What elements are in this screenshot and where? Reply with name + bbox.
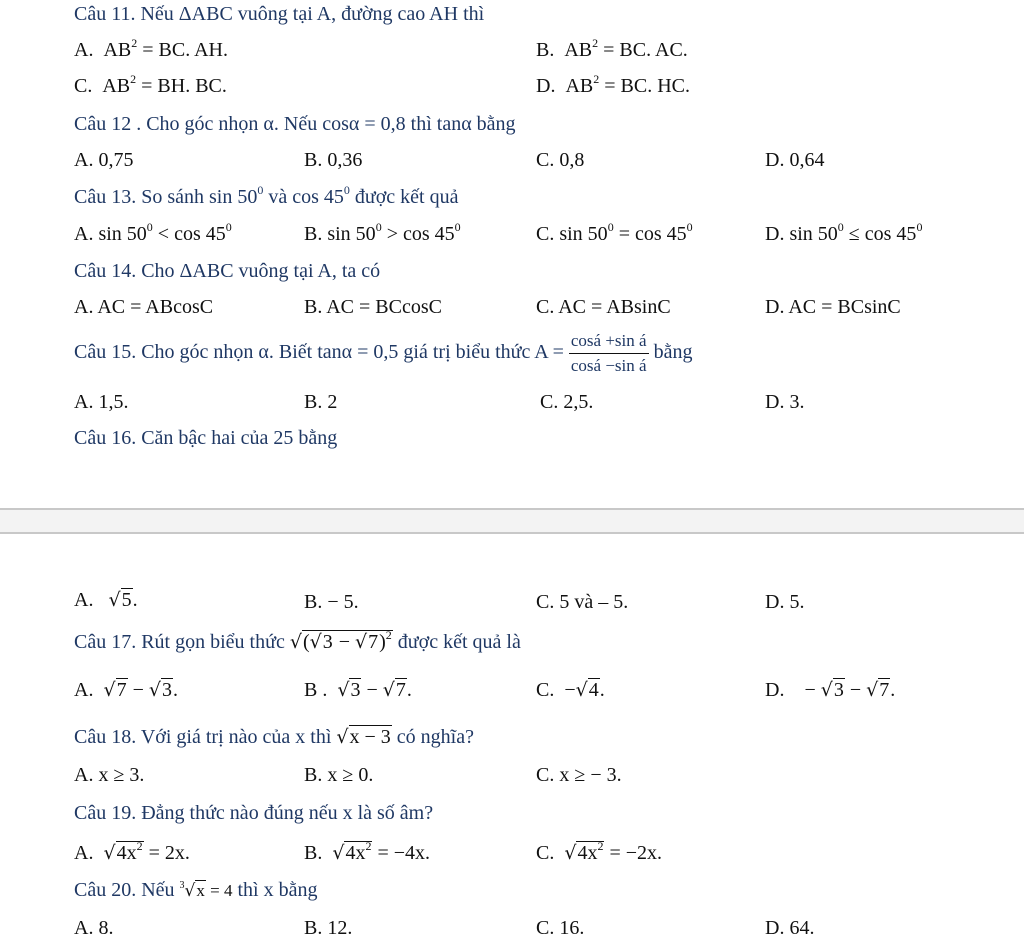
q20-option-b: B. 12. xyxy=(304,917,353,939)
q20-option-c: C. 16. xyxy=(536,917,585,939)
q11-option-a: A. $AB^2$ = BC. AH. xyxy=(74,36,228,61)
q14-option-b: B. AC = BCcosC xyxy=(304,296,442,318)
q19-option-b: B. $√4x^2 = -4x$. xyxy=(304,839,431,864)
q15-option-b: B. 2 xyxy=(304,391,338,413)
q20-stem: Câu 20. Nếu $^3$√x = 4 thì x bằng xyxy=(74,879,318,901)
q16-option-d: D. 5. xyxy=(765,591,805,613)
page-divider-bottom xyxy=(0,532,1024,534)
q15-option-c: C. 2,5. xyxy=(540,391,594,413)
q14-option-c: C. AC = ABsinC xyxy=(536,296,671,318)
q18-stem: Câu 18. Với giá trị nào của x thì √x − 3 có nghĩa? xyxy=(74,726,474,748)
q16-stem: Câu 16. Căn bậc hai của 25 bằng xyxy=(74,427,338,449)
q13-option-a: A. $\sin 50^0 < \cos 45^0$ xyxy=(74,220,232,245)
q18-option-c: C. x ≥ − 3. xyxy=(536,764,622,786)
q17-option-d: D. − √3 − √7. xyxy=(765,679,896,701)
q12-option-a: A. 0,75 xyxy=(74,149,134,171)
q19-option-a: A. $√4x^2 = 2x$. xyxy=(74,839,190,864)
q12-option-b: B. 0,36 xyxy=(304,149,363,171)
q11-stem: Câu 11. Nếu ΔABC vuông tại A, đường cao AH thì xyxy=(74,3,485,25)
q17-option-b: B . √3 − √7. xyxy=(304,679,412,701)
q15-option-a: A. 1,5. xyxy=(74,391,129,413)
q18-option-b: B. x ≥ 0. xyxy=(304,764,374,786)
q19-option-c: C. $√4x^2 = -2x$. xyxy=(536,839,663,864)
q11-option-b: B. $AB^2$ = BC. AC. xyxy=(536,36,688,61)
q19-stem: Câu 19. Đẳng thức nào đúng nếu x là số âm? xyxy=(74,802,434,824)
q16-option-c: C. 5 và – 5. xyxy=(536,591,629,613)
q15-stem: Câu 15. Cho góc nhọn α. Biết tanα = 0,5 giá trị biểu thức A = $\frac{\text{cosá +sin á}}{\text{cosá −sin á}}$ bằng xyxy=(74,331,693,375)
q17-option-c: C. −√4. xyxy=(536,679,605,701)
q20-option-a: A. 8. xyxy=(74,917,114,939)
q11-option-d: D. $AB^2$ = BC. HC. xyxy=(536,72,690,97)
q14-stem: Câu 14. Cho ΔABC vuông tại A, ta có xyxy=(74,260,381,282)
q18-option-a: A. x ≥ 3. xyxy=(74,764,145,786)
q13-option-b: B. $\sin 50^0 > \cos 45^0$ xyxy=(304,220,461,245)
q14-option-d: D. AC = BCsinC xyxy=(765,296,901,318)
q20-option-d: D. 64. xyxy=(765,917,815,939)
q13-option-c: C. $\sin 50^0 = \cos 45^0$ xyxy=(536,220,693,245)
q13-option-d: D. $\sin 50^0 \le \cos 45^0$ xyxy=(765,220,923,245)
q12-option-c: C. 0,8 xyxy=(536,149,585,171)
q16-option-b: B. − 5. xyxy=(304,591,359,613)
q16-option-a: A. √5. xyxy=(74,589,138,611)
q15-fraction: $\frac{\text{cosá +sin á}}{\text{cosá −sin á}}$ xyxy=(570,331,647,375)
q14-option-a: A. AC = ABcosC xyxy=(74,296,214,318)
page-gap xyxy=(0,510,1024,533)
q13-stem: Câu 13. So sánh $\sin 50^0$ và $\cos 45^0$ được kết quả xyxy=(74,183,459,208)
q17-stem: Câu 17. Rút gọn biểu thức $√(√3 - √7)^2$ được kết quả là xyxy=(74,628,521,653)
q12-option-d: D. 0,64 xyxy=(765,149,825,171)
q12-stem: Câu 12 . Cho góc nhọn α. Nếu cosα = 0,8 thì tanα bằng xyxy=(74,113,516,135)
q15-option-d: D. 3. xyxy=(765,391,805,413)
q11-option-c: C. $AB^2$ = BH. BC. xyxy=(74,72,227,97)
q17-option-a: A. √7 − √3. xyxy=(74,679,178,701)
